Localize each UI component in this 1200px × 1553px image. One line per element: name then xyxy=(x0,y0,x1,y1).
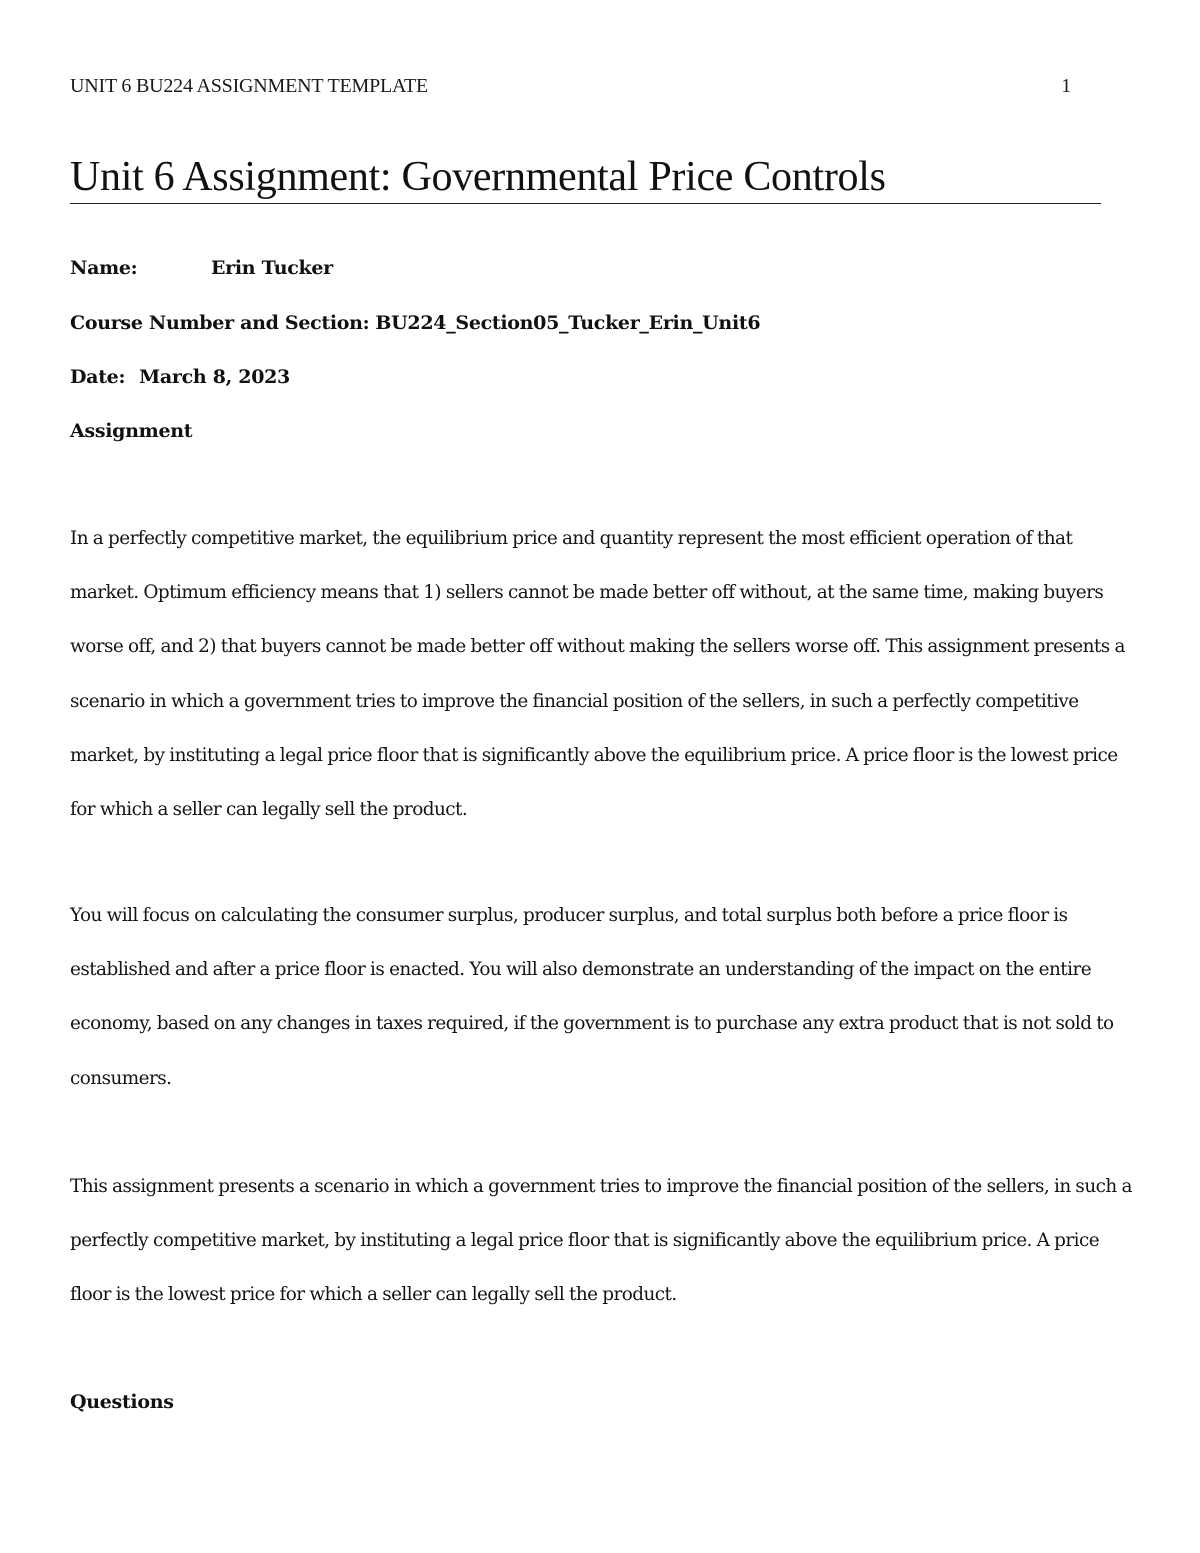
name-label: Name: xyxy=(70,257,138,279)
date-value: March 8, 2023 xyxy=(139,366,290,388)
assignment-heading: Assignment xyxy=(70,420,193,442)
running-header-title: UNIT 6 BU224 ASSIGNMENT TEMPLATE xyxy=(70,75,429,97)
date-field xyxy=(70,364,290,390)
questions-heading: Questions xyxy=(70,1391,174,1413)
running-header xyxy=(70,74,1071,98)
paragraph-focus: You will focus on calculating the consumer surplus, producer surplus, and total surplus both before a price floor is established and after a price floor is enacted. You will also demonstrate an understanding of the impact on the entire economy, based on any changes in taxes required, if the government is to purchase any extra product that is not sold to consumers. xyxy=(70,905,1114,1089)
page-number: 1 xyxy=(1061,75,1071,97)
course-label: Course Number and Section: xyxy=(70,312,370,334)
date-label: Date: xyxy=(70,366,126,388)
document-title: Unit 6 Assignment: Governmental Price Controls xyxy=(70,152,1101,204)
course-field xyxy=(70,310,760,336)
course-value: BU224_Section05_Tucker_Erin_Unit6 xyxy=(375,312,761,334)
paragraph-scenario: This assignment presents a scenario in which a government tries to improve the financial position of the sellers, in such a perfectly competitive market, by instituting a legal price floor that is significantly above the equilibrium price. A price floor is the lowest price for which a seller can legally sell the product. xyxy=(70,1176,1132,1306)
name-value: Erin Tucker xyxy=(211,257,333,279)
name-field xyxy=(70,255,333,281)
paragraph-intro: In a perfectly competitive market, the equilibrium price and quantity represent the most efficient operation of that market. Optimum efficiency means that 1) sellers cannot be made better off without, at the same time, making buyers worse off, and 2) that buyers cannot be made better off without making the sellers worse off. This assignment presents a scenario in which a government tries to improve the financial position of the sellers, in such a perfectly competitive market, by instituting a legal price floor that is significantly above the equilibrium price. A price floor is the lowest price for which a seller can legally sell the product. xyxy=(70,528,1125,821)
